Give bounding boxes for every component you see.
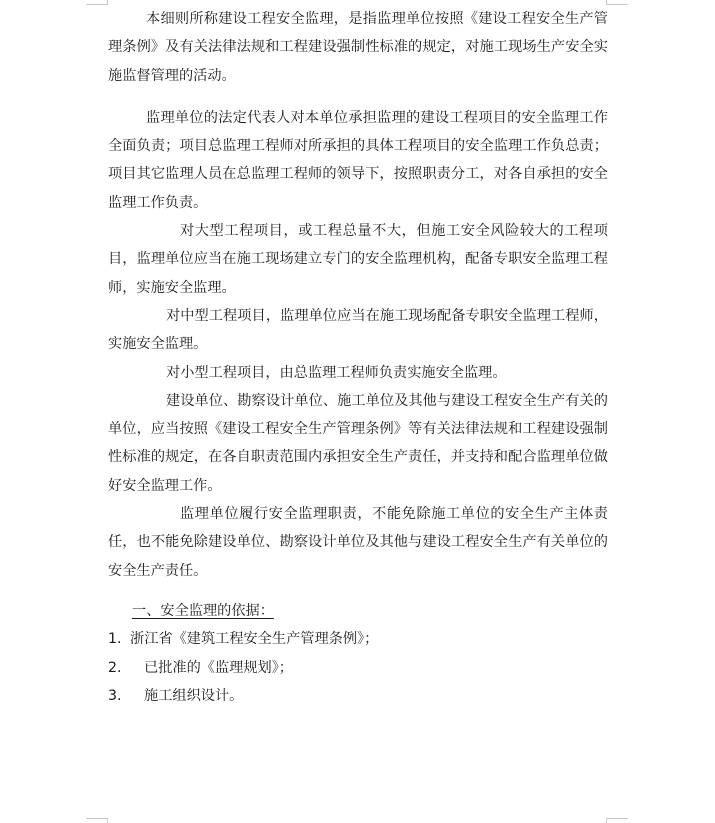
crop-mark	[606, 818, 628, 819]
crop-mark	[86, 818, 108, 819]
paragraph-definition: 本细则所称建设工程安全监理，是指监理单位按照《建设工程安全生产管理条例》及有关法律法规和工程建设强制性标准的规定，对施工现场生产安全实施监督管理的活动。	[108, 11, 608, 84]
list-item-text: 施工组织设计。	[144, 687, 244, 704]
list-item	[108, 625, 608, 653]
list-number: 3.	[108, 687, 122, 704]
list-item	[108, 654, 608, 682]
crop-mark	[606, 818, 607, 823]
list-item-text: 已批准的《监理规划》；	[144, 659, 293, 676]
paragraph-small-projects: 对小型工程项目，由总监理工程师负责实施安全监理。	[166, 364, 507, 381]
list-item	[108, 682, 608, 710]
paragraph-responsibility: 监理单位的法定代表人对本单位承担监理的建设工程项目的安全监理工作全面负责；项目总监理工程师对所承担的具体工程项目的安全监理工作负总责；项目其它监理人员在总监理工程师的领导下，按照职责分工，对各自承担的安全监理工作负责。	[108, 109, 608, 211]
basis-list	[108, 625, 608, 710]
crop-mark	[86, 4, 108, 5]
section-title: 一、安全监理的依据：	[132, 602, 274, 619]
paragraph-no-exemption: 监理单位履行安全监理职责，不能免除施工单位的安全生产主体责任，也不能免除建设单位、勘察设计单位及其他与建设工程安全生产有关单位的安全生产责任。	[108, 506, 608, 579]
list-item-text: 浙江省《建筑工程安全生产管理条例》；	[130, 631, 379, 648]
crop-mark	[107, 818, 108, 823]
paragraph-spacer	[108, 585, 608, 597]
paragraph-large-projects: 对大型工程项目，或工程总量不大，但施工安全风险较大的工程项目，监理单位应当在施工现场建立专门的安全监理机构，配备专职安全监理工程师，实施安全监理。	[108, 223, 608, 296]
list-number: 2.	[108, 659, 122, 676]
document-body	[108, 5, 608, 710]
paragraph-spacer	[108, 90, 608, 104]
paragraph-other-units: 建设单位、勘察设计单位、施工单位及其他与建设工程安全生产有关的单位，应当按照《建设工程安全生产管理条例》等有关法律法规和工程建设强制性标准的规定，在各自职责范围内承担安全生产责任，并支持和配合监理单位做好安全监理工作。	[108, 392, 608, 494]
list-number: 1.	[108, 631, 122, 648]
crop-mark	[606, 4, 628, 5]
paragraph-medium-projects: 对中型工程项目，监理单位应当在施工现场配备专职安全监理工程师，实施安全监理。	[108, 307, 608, 353]
